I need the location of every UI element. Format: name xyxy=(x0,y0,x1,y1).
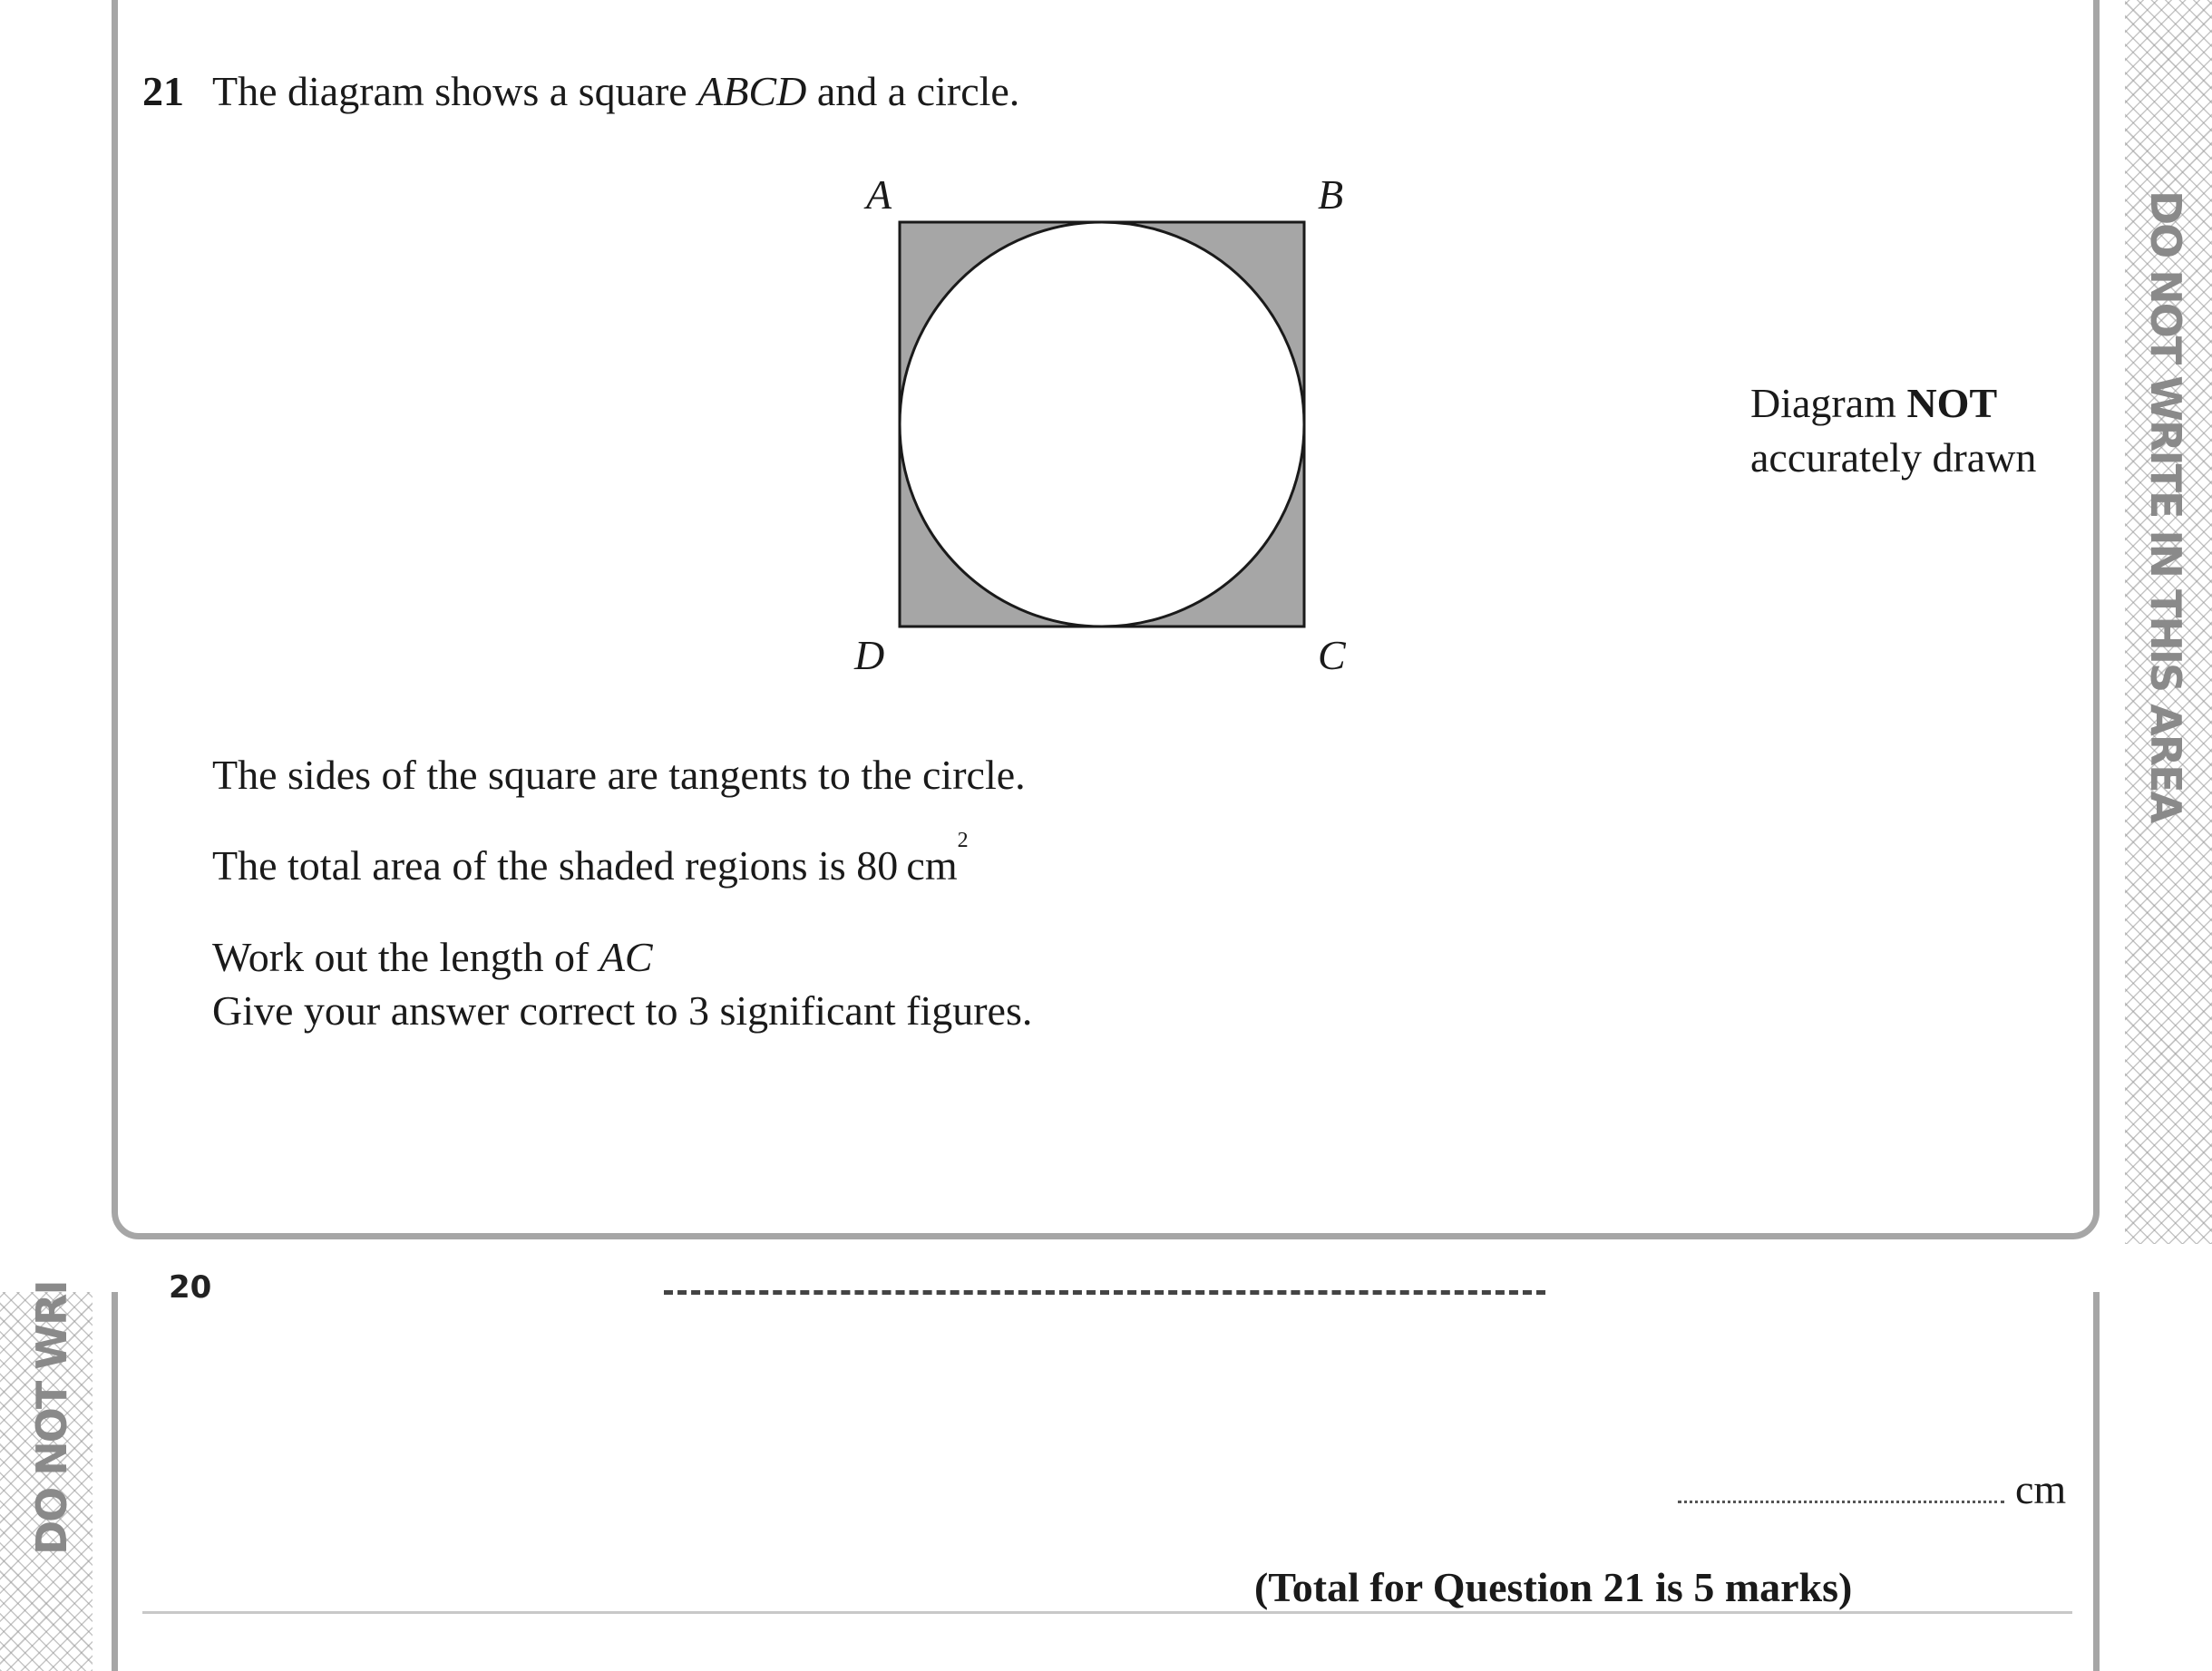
inscribed-circle xyxy=(900,222,1304,627)
segment-ac: AC xyxy=(599,934,653,980)
area-exponent: 2 xyxy=(957,828,969,852)
work-out-text: Work out the length of xyxy=(212,934,599,980)
diagram-note-prefix: Diagram xyxy=(1750,380,1907,426)
diagram-note-bold: NOT xyxy=(1906,380,1998,426)
shaded-area-text: The total area of the shaded regions is 80 cm xyxy=(212,842,958,889)
statement-shaded-area xyxy=(212,828,969,889)
answer-line[interactable] xyxy=(1678,1501,2004,1503)
diagram-note xyxy=(1750,376,2036,485)
statement-tangents: The sides of the square are tangents to the circle. xyxy=(212,752,1026,798)
vertex-label-d: D xyxy=(854,632,885,678)
vertex-label-b: B xyxy=(1318,171,1344,218)
intro-suffix: and a circle. xyxy=(806,68,1020,114)
instruction-work-out xyxy=(212,934,653,980)
question-number: 21 xyxy=(142,68,184,114)
diagram-note-line2: accurately drawn xyxy=(1750,433,2037,481)
page-number: 20 xyxy=(169,1269,212,1306)
margin-warning-left: DO NOT WRI xyxy=(27,1281,76,1555)
answer-unit: cm xyxy=(2015,1466,2067,1512)
question-intro xyxy=(212,68,1020,114)
vertex-label-a: A xyxy=(866,171,892,218)
answer-box-border-right xyxy=(2093,1292,2100,1671)
square-circle-diagram xyxy=(816,163,1379,689)
answer-box-border-left xyxy=(112,1292,118,1671)
instruction-sig-figs: Give your answer correct to 3 significant figures. xyxy=(212,987,1033,1034)
page-cut-line xyxy=(664,1290,1545,1295)
intro-prefix: The diagram shows a square xyxy=(212,68,698,114)
margin-warning-right: DO NOT WRITE IN THIS AREA xyxy=(2141,190,2190,822)
total-marks: (Total for Question 21 is 5 marks) xyxy=(1254,1564,1853,1610)
intro-shape: ABCD xyxy=(697,68,807,114)
bottom-rule xyxy=(142,1611,2072,1614)
vertex-label-c: C xyxy=(1318,632,1346,678)
